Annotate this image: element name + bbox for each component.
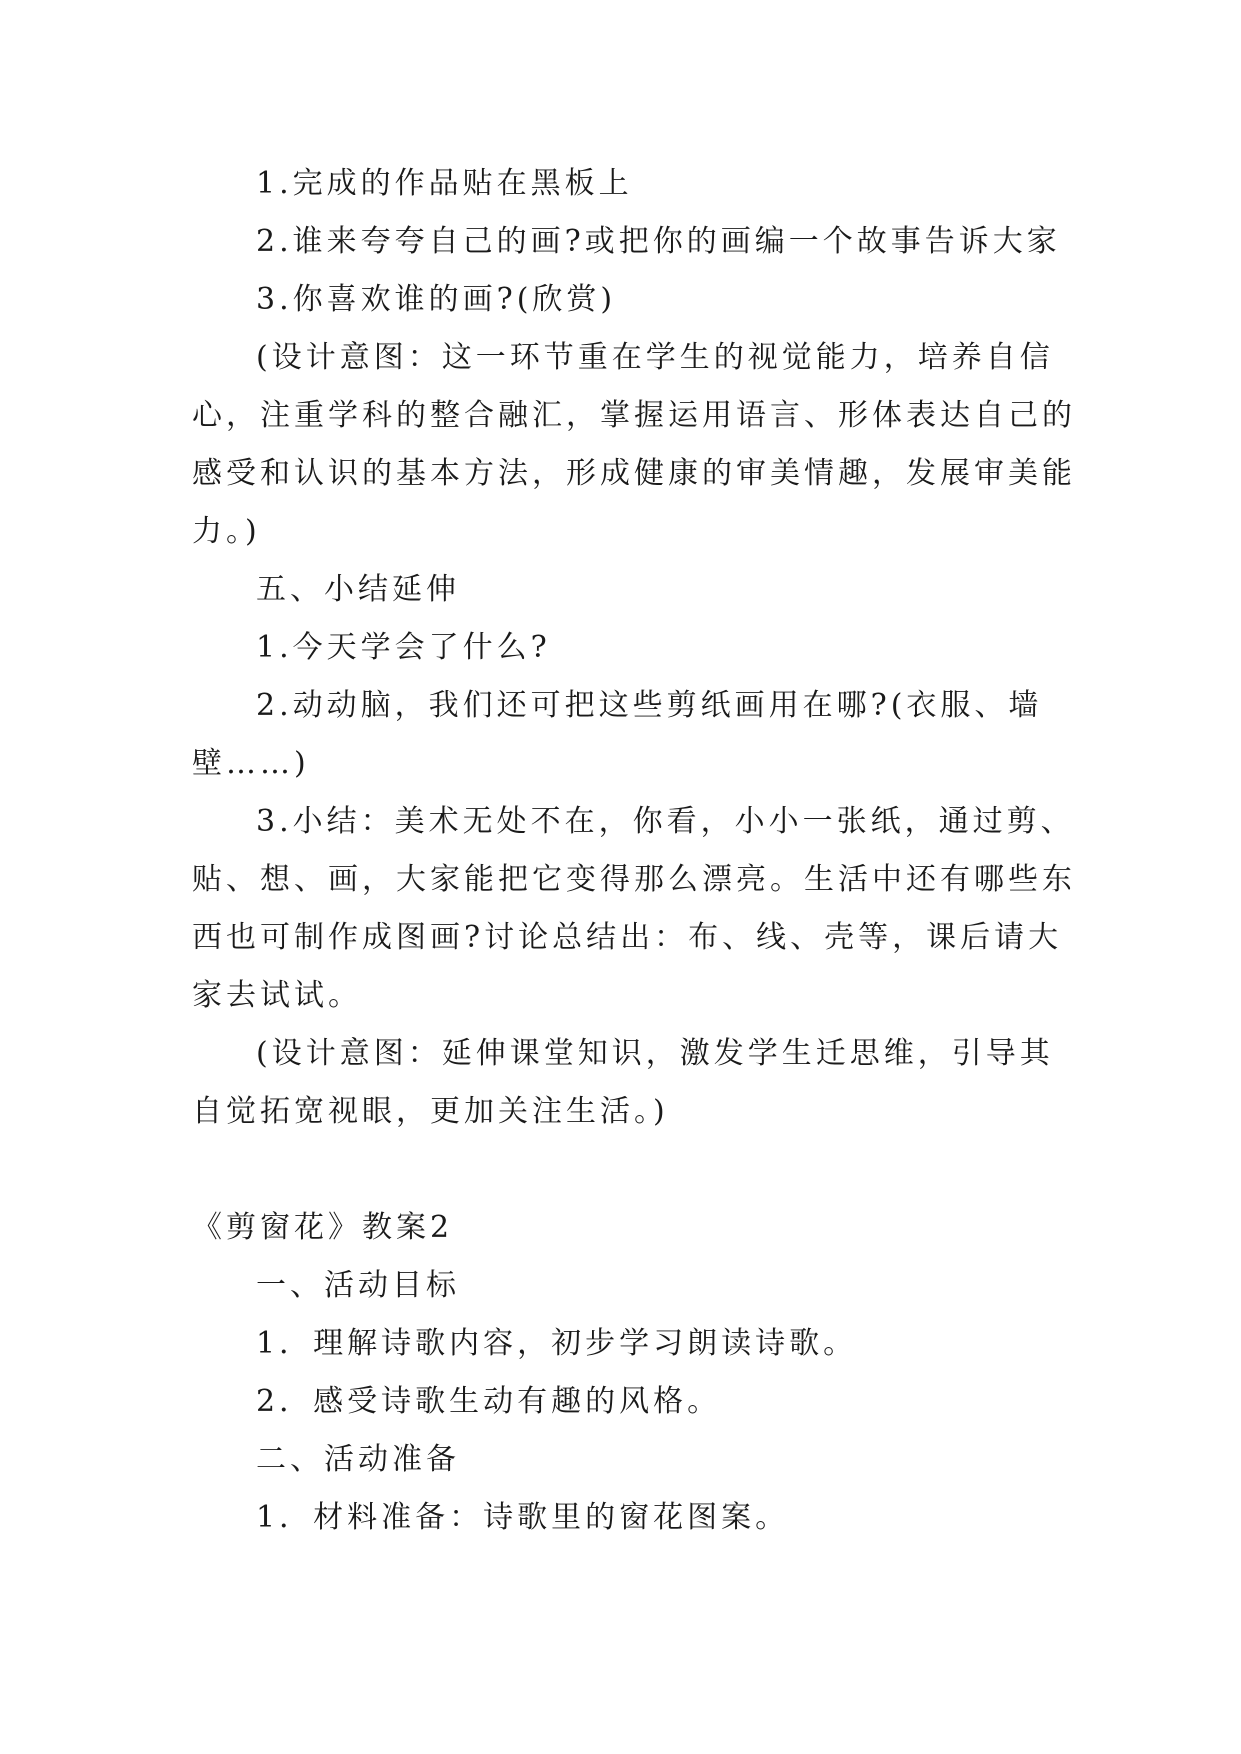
text-line: 自觉拓宽视眼，更加关注生活。) [192,1094,669,1129]
document-title: 《剪窗花》教案2 [192,1210,454,1245]
text-line: 家去试试。 [192,978,362,1013]
text-line: (设计意图：这一环节重在学生的视觉能力，培养自信 [256,340,1054,375]
text-line: 心，注重学科的整合融汇，掌握运用语言、形体表达自己的 [192,398,1076,433]
text-line: 贴、想、画，大家能把它变得那么漂亮。生活中还有哪些东 [192,862,1076,897]
text-line: 2.动动脑，我们还可把这些剪纸画用在哪?(衣服、墙 [256,688,1043,723]
section-heading: 五、小结延伸 [256,572,460,607]
section-heading: 一、活动目标 [256,1268,460,1303]
text-line: 3.你喜欢谁的画?(欣赏) [256,282,617,317]
text-line: 2.谁来夸夸自己的画?或把你的画编一个故事告诉大家 [256,224,1061,259]
text-line: 壁……) [192,746,310,781]
text-line: 1.完成的作品贴在黑板上 [256,166,633,201]
text-line: 力。) [192,514,261,549]
text-line: 1．材料准备：诗歌里的窗花图案。 [256,1500,790,1535]
text-line: 2．感受诗歌生动有趣的风格。 [256,1384,722,1419]
section-heading: 二、活动准备 [256,1442,460,1477]
text-line: 感受和认识的基本方法，形成健康的审美情趣，发展审美能 [192,456,1076,491]
text-line: 西也可制作成图画?讨论总结出：布、线、壳等，课后请大 [192,920,1063,955]
text-line: 1.今天学会了什么? [256,630,551,665]
text-line: 3.小结：美术无处不在，你看，小小一张纸，通过剪、 [256,804,1075,839]
text-line: (设计意图：延伸课堂知识，激发学生迁思维，引导其 [256,1036,1054,1071]
text-line: 1．理解诗歌内容，初步学习朗读诗歌。 [256,1326,858,1361]
